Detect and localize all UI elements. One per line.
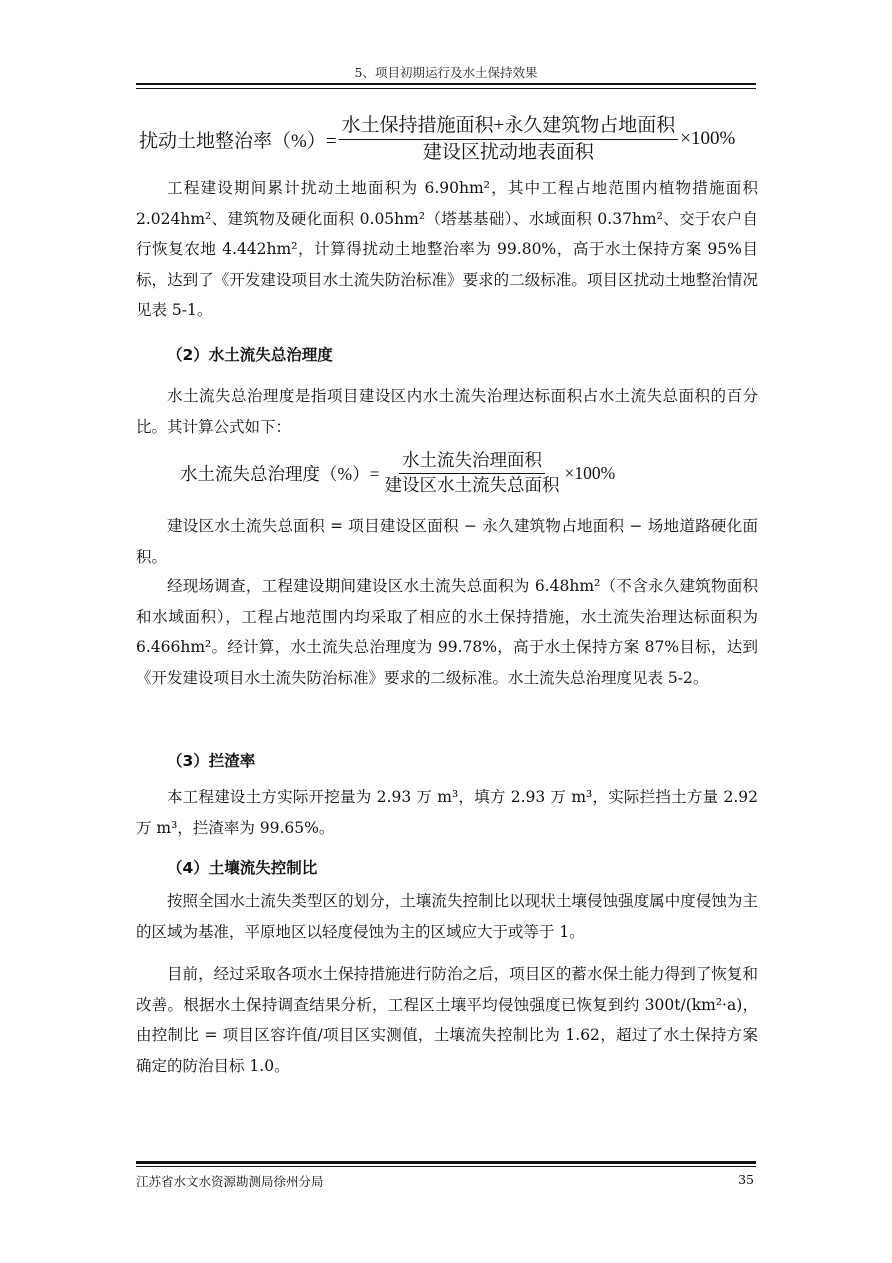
paragraph-total-control-result: 经现场调查，工程建设期间建设区水土流失总面积为 6.48hm²（不含永久建筑物面积和水域面积），工程占地范围内均采取了相应的水土保持措施，水土流失治理达标面积为 6.466hm²。经计算，水土流失总治理度为 99.78%，高于水土保持方案 87%目标，达到《开发建设项目水土流失防治标准》要求的二级标准。水土流失总治理度见表 5-2。: [136, 577, 758, 687]
section-heading-soil-loss-ratio: （4）土壤流失控制比: [167, 859, 318, 877]
running-header: 5、项目初期运行及水土保持效果: [354, 65, 538, 80]
formula-numerator: 水土保持措施面积+永久建筑物占地面积: [339, 114, 679, 140]
page-number: 35: [738, 1172, 754, 1187]
paragraph-total-control-definition: 水土流失总治理度是指项目建设区内水土流失治理达标面积占水土流失总面积的百分比。其计算公式如下：: [136, 387, 758, 436]
section-heading-slag-retention: （3）拦渣率: [167, 752, 256, 770]
header-rule-thin: [136, 88, 756, 89]
footer-organization: 江苏省水文水资源勘测局徐州分局: [136, 1174, 324, 1189]
section-heading-total-control: （2）水土流失总治理度: [167, 346, 333, 364]
paragraph-slag-retention: 本工程建设土方实际开挖量为 2.93 万 m³，填方 2.93 万 m³，实际拦挡土方量 2.92 万 m³，拦渣率为 99.65%。: [136, 788, 758, 837]
formula-lhs: 水土流失总治理度（%）=: [180, 463, 380, 484]
paragraph-soil-loss-result: 目前，经过采取各项水土保持措施进行防治之后，项目区的蓄水保土能力得到了恢复和改善。根据水土保持调查结果分析，工程区土壤平均侵蚀强度已恢复到约 300t/(km²·a)，由控制比 = 项目区容许值/项目区实测值，土壤流失控制比为 1.62，超过了水土保持方案确定的防治目标 1.0。: [136, 965, 758, 1075]
formula-fraction: [339, 114, 679, 165]
footer-rule-thin: [136, 1166, 756, 1167]
formula-lhs: 扰动土地整治率（%）=: [139, 130, 337, 152]
header-rule: [136, 83, 756, 85]
formula-denominator: 建设区水土流失总面积: [384, 474, 560, 495]
paragraph-area-definition: 建设区水土流失总面积 = 项目建设区面积 − 永久建筑物占地面积 − 场地道路硬化面积。: [136, 517, 758, 566]
footer-rule: [136, 1161, 756, 1164]
formula-disturbed-land-rate: [139, 114, 735, 165]
formula-denominator: 建设区扰动地表面积: [422, 141, 594, 163]
formula-numerator: 水土流失治理面积: [399, 450, 545, 474]
paragraph-disturbed-land: 工程建设期间累计扰动土地面积为 6.90hm²，其中工程占地范围内植物措施面积 2.024hm²、建筑物及硬化面积 0.05hm²（塔基基础）、水域面积 0.37hm²、交于农户自行恢复农地 4.442hm²，计算得扰动土地整治率为 99.80%，高于水土保持方案 95%目标，达到了《开发建设项目水土流失防治标准》要求的二级标准。项目区扰动土地整治情况见表 5-1。: [136, 179, 758, 319]
formula-total-control: [180, 450, 615, 497]
paragraph-soil-loss-basis: 按照全国水土流失类型区的划分，土壤流失控制比以现状土壤侵蚀强度属中度侵蚀为主的区域为基准，平原地区以轻度侵蚀为主的区域应大于或等于 1。: [136, 892, 758, 941]
formula-fraction: [381, 450, 562, 497]
formula-multiplier: ×100%: [680, 128, 736, 150]
formula-multiplier: ×100%: [564, 462, 616, 483]
